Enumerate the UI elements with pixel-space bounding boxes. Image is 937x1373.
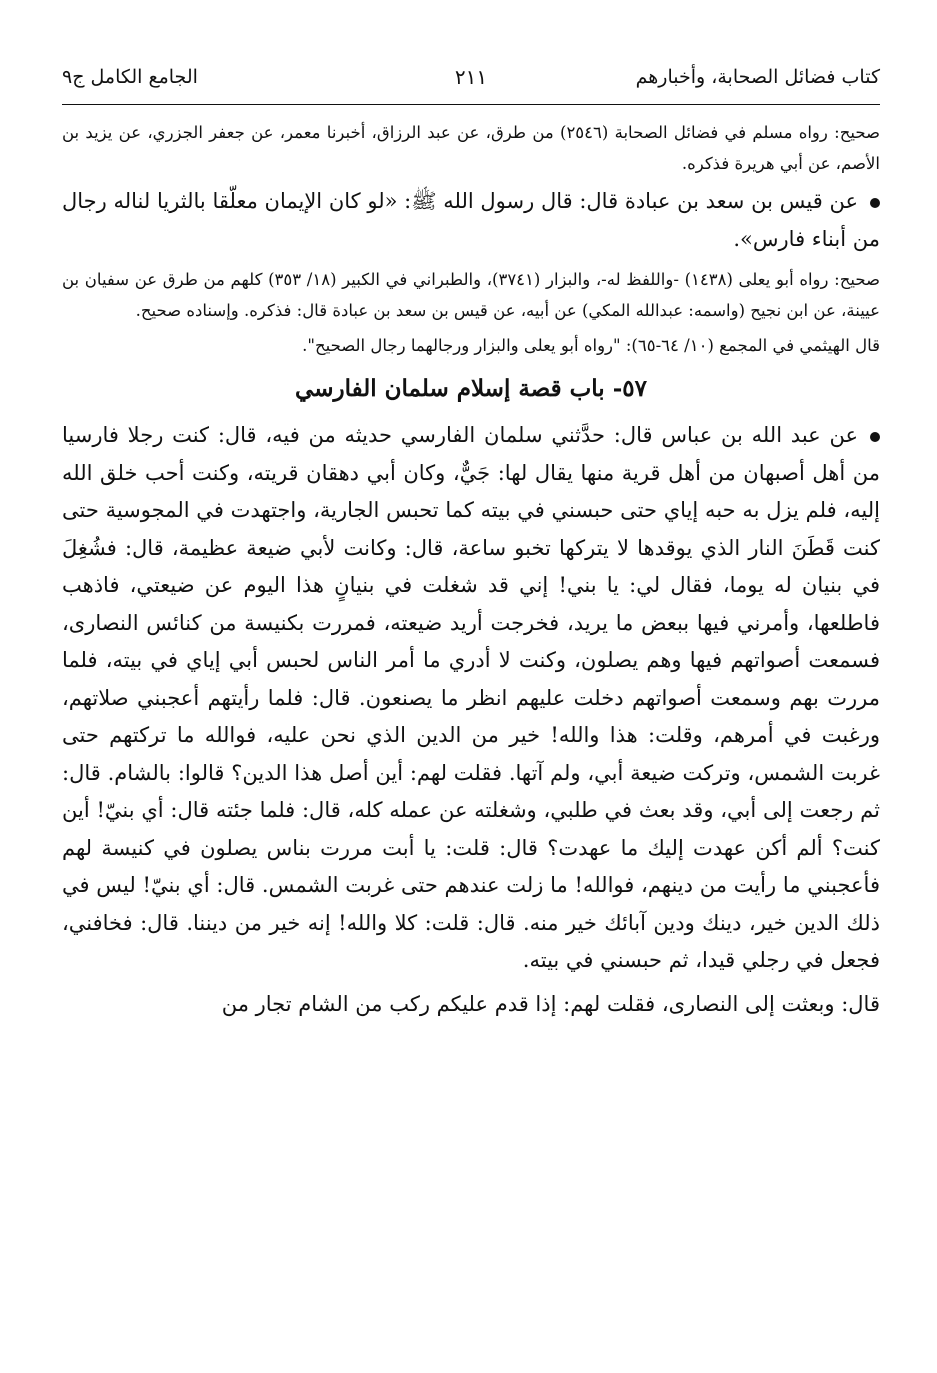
hadith-text-qays: عن قيس بن سعد بن عبادة قال: قال رسول الله ﷺ: «لو كان الإيمان معلّقا بالثريا لناله رجال من أبناء فارس». bbox=[62, 189, 880, 251]
book-section-title: كتاب فضائل الصحابة، وأخبارهم bbox=[635, 66, 880, 88]
bullet-icon bbox=[870, 198, 880, 208]
hadith-paragraph-salman bbox=[62, 417, 880, 980]
page-header bbox=[62, 62, 880, 96]
takhrij-paragraph-1: صحيح: رواه مسلم في فضائل الصحابة (٢٥٤٦) من طرق، عن عبد الرزاق، أخبرنا معمر، عن جعفر الجزري، عن يزيد بن الأصم، عن أبي هريرة فذكره. bbox=[62, 123, 880, 173]
hadith-paragraph-continuation: قال: وبعثت إلى النصارى، فقلت لهم: إذا قدم عليكم ركب من الشام تجار من bbox=[221, 991, 880, 1016]
chapter-heading: ٥٧- باب قصة إسلام سلمان الفارسي bbox=[295, 375, 647, 402]
haythami-note: قال الهيثمي في المجمع (١٠/ ٦٤-٦٥): "رواه أبو يعلى والبزار ورجالهما رجال الصحيح". bbox=[302, 336, 880, 355]
hadith-text-salman: عن عبد الله بن عباس قال: حدَّثني سلمان الفارسي حديثه من فيه، قال: كنت رجلا فارسيا من أهل أصبهان من أهل قرية منها يقال لها: جَيٌّ، وكان أبي دهقان قريته، وكنت أحب خلق الله إليه، فلم يزل به حبه إياي حتى حبسني في بيته كما تحبس الجارية، واجتهدت في المجوسية حتى كنت قَطَنَ النار الذي يوقدها لا يتركها تخبو ساعة، قال: وكانت لأبي ضيعة عظيمة، قال: فشُغِلَ في بنيان له يوما، فقال لي: يا بني! إني قد شغلت في بنيانٍ هذا اليوم عن ضيعتي، فاذهب فاطلعها، وأمرني فيها ببعض ما يريد، فخرجت أريد ضيعته، فمررت بكنيسة من كنائس النصارى، فسمعت أصواتهم فيها وهم يصلون، وكنت لا أدري ما أمر الناس لحبس أبي إياي في بيته، فلما مررت بهم وسمعت أصواتهم دخلت عليهم انظر ما يصنعون. قال: فلما رأيتهم أعجبني صلاتهم، ورغبت في أمرهم، وقلت: هذا والله! خير من الدين الذي نحن عليه، فوالله ما تركتهم حتى غربت الشمس، وتركت ضيعة أبي، ولم آتها. فقلت لهم: أين أصل هذا الدين؟ قالوا: بالشام. قال: ثم رجعت إلى أبي، وقد بعث في طلبي، وشغلته عن عمله كله، قال: فلما جئته قال: أي بنيّ! أين كنت؟ ألم أكن عهدت إليك ما عهدت؟ قال: قلت: يا أبت مررت بناس يصلون في كنيسة لهم فأعجبني ما رأيت من دينهم، فوالله! ما زلت عندهم حتى غربت الشمس. قال: أي بنيّ! ليس في ذلك الدين خير، دينك ودين آبائك خير منه. قال: قلت: كلا والله! إنه خير من ديننا. قال: فخافني، فجعل في رجلي قيدا، ثم حبسني في بيته. bbox=[62, 423, 880, 972]
document-page bbox=[62, 62, 880, 1029]
book-volume-title: الجامع الكامل ج٩ bbox=[62, 66, 198, 88]
hadith-paragraph-qays bbox=[62, 183, 880, 258]
header-divider bbox=[62, 104, 880, 105]
page-number: ٢١١ bbox=[454, 65, 488, 89]
takhrij-paragraph-2: صحيح: رواه أبو يعلى (١٤٣٨) -واللفظ له-، والبزار (٣٧٤١)، والطبراني في الكبير (١٨/ ٣٥٣) كلهم من طرق عن سفيان بن عيينة، عن ابن نجيح (واسمه: عبدالله المكي) عن أبيه، عن قيس بن سعد بن عبادة قال: فذكره. وإسناده صحيح. bbox=[62, 270, 880, 320]
bullet-icon bbox=[870, 432, 880, 442]
